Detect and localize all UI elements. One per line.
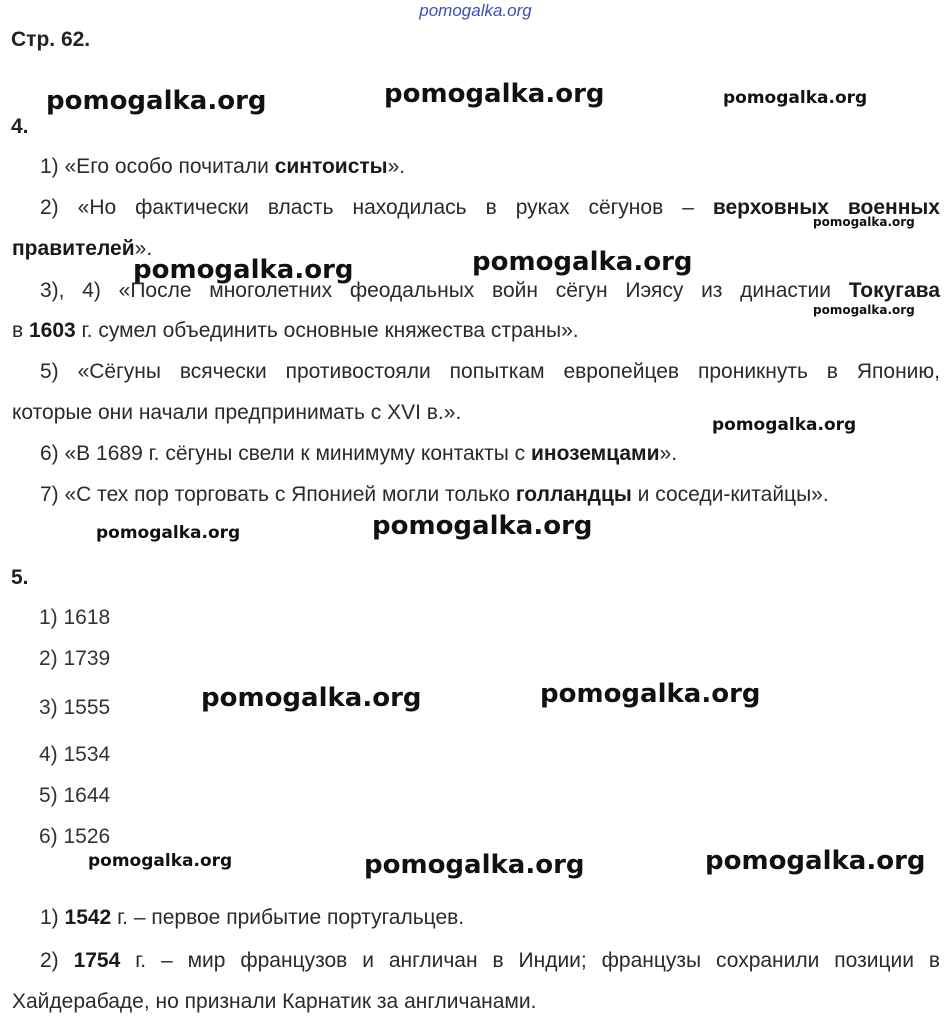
watermark: pomogalka.org	[723, 88, 868, 108]
watermark: pomogalka.org	[384, 79, 605, 109]
watermark: pomogalka.org	[813, 303, 915, 317]
watermark: pomogalka.org	[364, 850, 585, 880]
event-line: 1) 1542 г. – первое прибытие португальцев.	[40, 906, 465, 929]
answer-line: 2) «Но фактически власть находилась в руках сёгунов – верховных военных	[40, 196, 940, 219]
year-answer: 4) 1534	[39, 743, 111, 766]
page-label: Стр. 62.	[11, 28, 91, 51]
task-number: 4.	[11, 115, 29, 138]
answer-line: которые они начали предпринимать с XVI в.».	[12, 401, 462, 424]
header-watermark[interactable]: pomogalka.org	[419, 1, 532, 20]
answer-line: в 1603 г. сумел объединить основные княжества страны».	[12, 319, 579, 342]
watermark: pomogalka.org	[133, 255, 354, 285]
watermark: pomogalka.org	[705, 846, 926, 876]
task-number: 5.	[11, 566, 29, 589]
watermark: pomogalka.org	[712, 415, 857, 435]
watermark: pomogalka.org	[540, 679, 761, 709]
answer-line: правителей».	[12, 237, 153, 260]
answer-line: 3), 4) «После многолетних феодальных войн сёгун Иэясу из династии Токугава	[40, 279, 940, 302]
answer-line: 5) «Сёгуны всячески противостояли попыткам европейцев проникнуть в Японию,	[40, 360, 940, 383]
watermark: pomogalka.org	[201, 683, 422, 713]
watermark: pomogalka.org	[96, 523, 241, 543]
watermark: pomogalka.org	[813, 215, 915, 229]
watermark: pomogalka.org	[372, 511, 593, 541]
answer-line: 6) «В 1689 г. сёгуны свели к минимуму контакты с иноземцами».	[40, 442, 678, 465]
year-answer: 6) 1526	[39, 825, 111, 848]
event-line: 2) 1754 г. – мир французов и англичан в Индии; французы сохранили позиции в	[40, 949, 940, 972]
year-answer: 2) 1739	[39, 647, 111, 670]
event-line: Хайдерабаде, но признали Карнатик за англичанами.	[12, 990, 537, 1013]
year-answer: 1) 1618	[39, 606, 111, 629]
watermark: pomogalka.org	[46, 86, 267, 116]
answer-line: 7) «С тех пор торговать с Японией могли только голландцы и соседи-китайцы».	[40, 483, 829, 506]
watermark: pomogalka.org	[88, 851, 233, 871]
year-answer: 5) 1644	[39, 784, 111, 807]
answer-line: 1) «Его особо почитали синтоисты».	[40, 155, 406, 178]
watermark: pomogalka.org	[472, 247, 693, 277]
year-answer: 3) 1555	[39, 696, 111, 719]
